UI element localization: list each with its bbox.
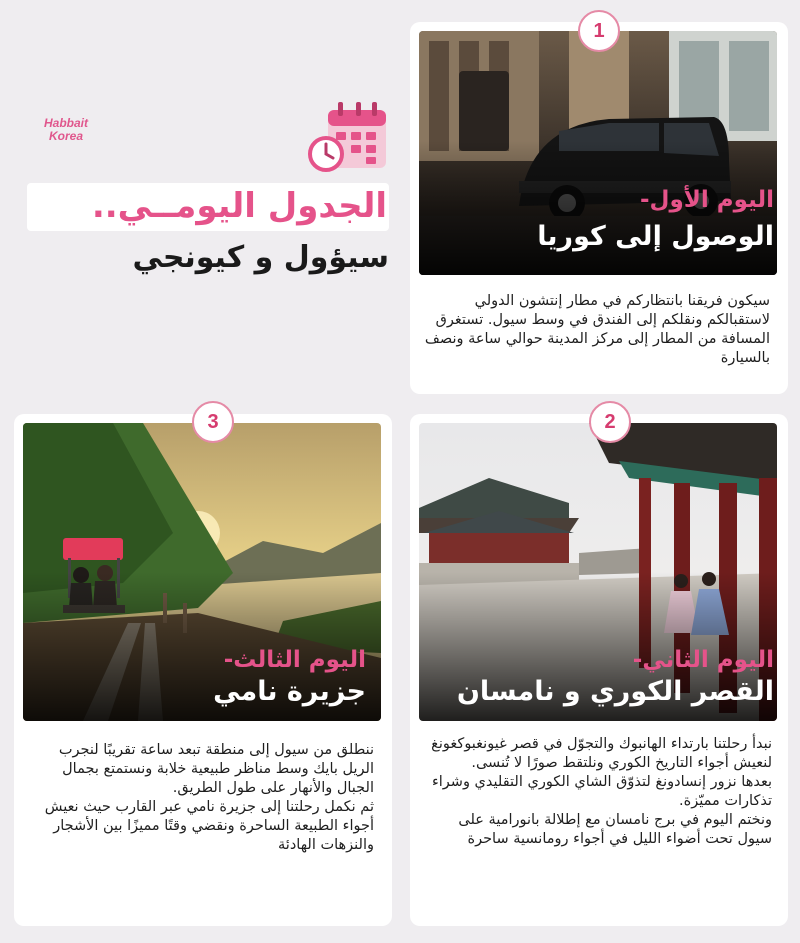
logo-line1: Habbait (44, 116, 89, 130)
logo-line2: Korea (49, 129, 84, 143)
day2-title: القصر الكوري و نامسان (456, 676, 774, 707)
day1-title: الوصول إلى كوريا (537, 221, 774, 252)
page-subtitle: سيؤول و كيونجي (132, 240, 389, 275)
day3-paragraph-2: ثم نكمل رحلتنا إلى جزيرة نامي عبر القارب حيث نعيش أجواء الطبيعة الساحرة ونقضي وقتًا مميزًا بين الأشجار والنزهات الهادئة (44, 799, 374, 853)
day1-paragraph: سيكون فريقنا بانتظاركم في مطار إنتشون الدولي لاستقبالكم ونقلكم إلى الفندق في وسط سيول. تستغرق المسافة من المطار إلى مركز المدينة حوالي ساعة ونصف بالسيارة (424, 293, 770, 366)
page-title: الجدول اليومــي.. (27, 183, 389, 231)
day1-number-badge: 1 (578, 10, 620, 52)
day2-number-badge: 2 (589, 401, 631, 443)
day2-label: اليوم الثاني- (632, 647, 774, 673)
day1-description (424, 292, 770, 368)
calendar-clock-icon (306, 100, 390, 176)
day2-paragraph-2: بعدها نزور إنسادونغ لتذوّق الشاي الكوري التقليدي وشراء تذكارات مميّزة. (431, 774, 772, 809)
day3-paragraph-1: ننطلق من سيول إلى منطقة تبعد ساعة تقريبًا لنجرب الريل بايك وسط مناظر طبيعية خلابة ونستمتع بجمال الجبال والأنهار على طول الطريق. (58, 742, 374, 796)
day3-label: اليوم الثالث- (223, 647, 366, 673)
day3-title: جزيرة نامي (213, 676, 366, 707)
brand-logo (44, 117, 88, 143)
day2-paragraph-3: ونختم اليوم في برج نامسان مع إطلالة بانورامية على سيول تحت أضواء الليل في أجواء رومانسية ساحرة (458, 812, 772, 847)
day1-label: اليوم الأول- (639, 187, 774, 213)
day3-description (34, 741, 374, 855)
day2-paragraph-1: نبدأ رحلتنا بارتداء الهانبوك والتجوّل في قصر غيونغبوكغونغ لنعيش أجواء التاريخ الكوري ونلتقط صورًا لا تُنسى. (431, 736, 772, 771)
day2-description (430, 735, 772, 849)
day3-number-badge: 3 (192, 401, 234, 443)
